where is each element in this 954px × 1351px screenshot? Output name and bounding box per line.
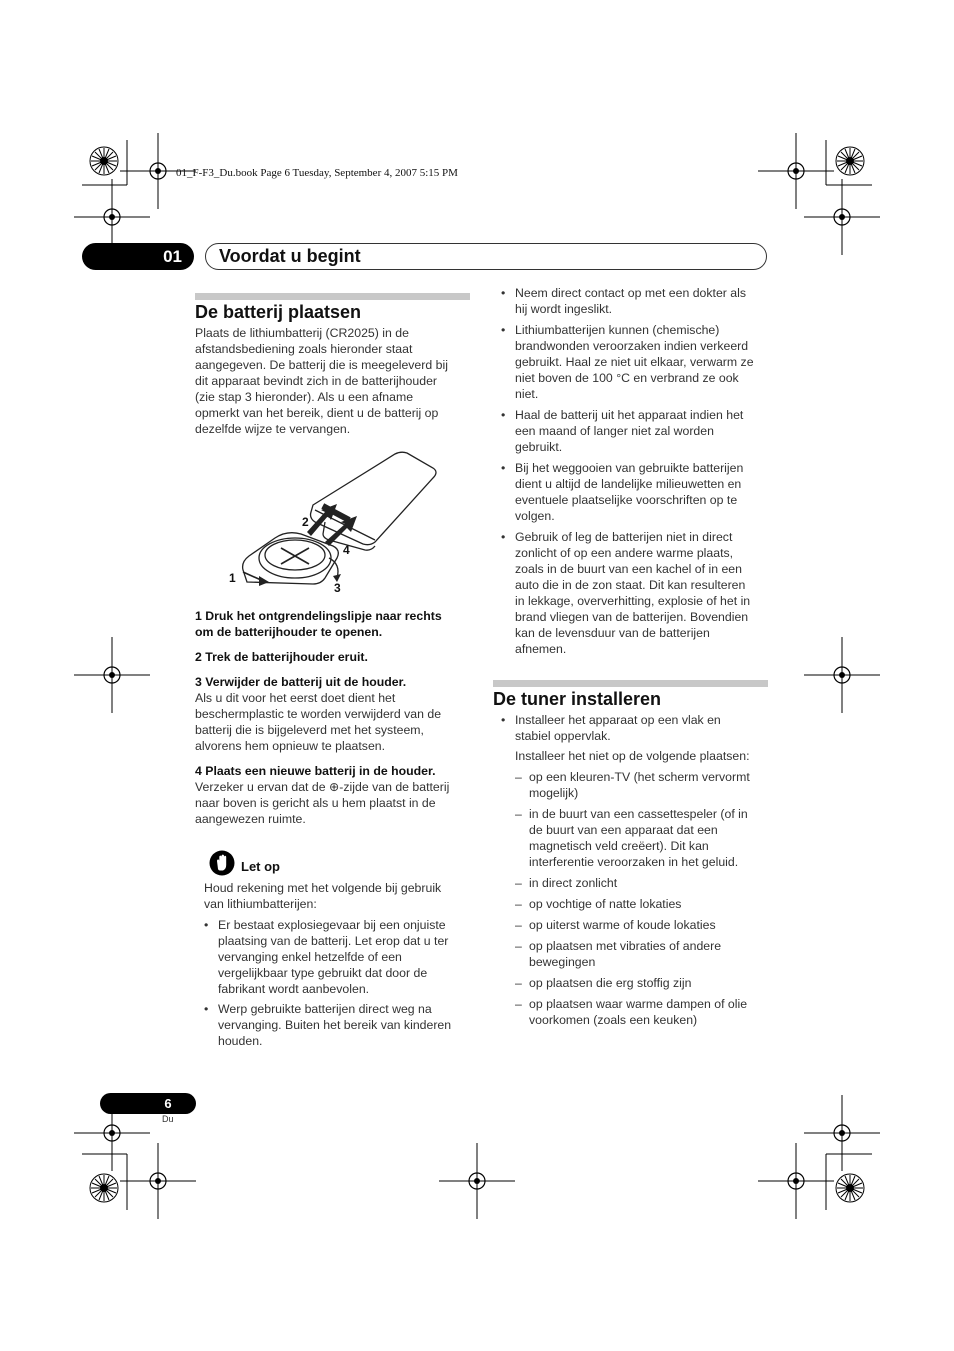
caution-title: Let op [241, 859, 280, 874]
text-line: op een kleuren-TV (het scherm vervormt [529, 770, 750, 784]
tuner-section-bar [493, 680, 768, 687]
caution-list [197, 917, 482, 1049]
step-3-body [195, 690, 480, 754]
text-line: eventuele plaatselijke voorschriften op te [515, 493, 738, 507]
text-line: houden. [218, 1034, 263, 1048]
text-line: op plaatsen die erg stoffig zijn [529, 976, 692, 990]
list-item [494, 896, 779, 912]
bullet-glyph: • [501, 461, 506, 475]
text-line: Als u dit voor het eerst doet dient het [195, 691, 396, 705]
chapter-number: 01 [163, 246, 182, 266]
text-line: in lekkage, oververhitting, explosie of het in [515, 594, 751, 608]
tuner-not-here: Installeer het niet op de volgende plaatsen: [515, 749, 750, 763]
text-line: volgen. [515, 509, 555, 523]
list-item [494, 529, 779, 657]
coin-battery [259, 538, 331, 578]
bullet-glyph: • [501, 286, 506, 300]
text-line: (zie stap 3 hieronder). Als u een afname [195, 390, 414, 404]
text-line: Verzeker u ervan dat de ⊕-zijde van de batterij [195, 780, 450, 794]
dash-glyph: – [515, 918, 522, 932]
page-number-badge [100, 1093, 196, 1114]
step-4 [195, 763, 480, 827]
text-line: Er bestaat explosiegevaar bij een onjuiste [218, 918, 446, 932]
text-line: zonlicht of op een andere warme plaats, [515, 546, 734, 560]
text-line: aangewezen ruimte. [195, 812, 306, 826]
text-line: van lithiumbatterijen: [204, 897, 317, 911]
list-item [494, 875, 779, 891]
text-line: beschermplastic te worden verwijderd van de [195, 707, 442, 721]
tuner-locations-list [494, 769, 779, 1028]
dash-glyph: – [515, 876, 522, 890]
text-line: in de buurt van een cassettespeler (of in [529, 807, 748, 821]
chapter-title-box [205, 243, 767, 270]
text-line: naar boven is gericht als u hem plaatst in de [195, 796, 436, 810]
text-line: dezelfde wijze te vervangen. [195, 422, 351, 436]
text-line: magnetisch veld creëert). Dit kan [529, 839, 709, 853]
list-item [494, 996, 779, 1028]
text-line: op plaatsen waar warme dampen of olie [529, 997, 748, 1011]
dash-glyph: – [515, 770, 522, 784]
list-item [494, 285, 779, 317]
text-line: interferentie veroorzaken in het geluid. [529, 855, 739, 869]
text-line: de buurt van een apparaat dat een [529, 823, 718, 837]
text-line: gebruikt. Haal ze niet uit elkaar, verwarm ze [515, 355, 754, 369]
tuner-heading: De tuner installeren [493, 689, 662, 709]
text-line: Gebruik of leg de batterijen niet in direct [515, 530, 733, 544]
language-code: Du [162, 1114, 174, 1124]
text-line: auto die in de zon staat. Dit kan resulteren [515, 578, 746, 592]
figure-label-2: 2 [302, 515, 309, 529]
text-line: gebruikt. [515, 440, 563, 454]
text-line: brand vliegen van de batterijen. Bovendien [515, 610, 749, 624]
text-line: vervanging. Buiten het bereik van kinderen [218, 1018, 452, 1032]
text-line: 1 Druk het ontgrendelingslipje naar rechts [195, 609, 442, 623]
battery-section-bar [195, 293, 470, 300]
battery-intro [195, 325, 475, 437]
text-line: plaatsing van de batterij. Let erop dat u ter [218, 934, 449, 948]
dash-glyph: – [515, 897, 522, 911]
figure-label-1: 1 [229, 571, 236, 585]
text-line: batterij die is bijgeleverd met het systeem, [195, 723, 424, 737]
caution-intro [204, 880, 479, 912]
text-line: alvorens hem opnieuw te plaatsen. [195, 739, 386, 753]
text-line: Bij het weggooien van gebruikte batterijen [515, 461, 744, 475]
text-line: een maand of langer niet zal worden [515, 424, 714, 438]
text-line: vergelijkbaar type gebruikt dat door de [218, 966, 428, 980]
text-line: op plaatsen met vibraties of andere [529, 939, 722, 953]
dash-glyph: – [515, 939, 522, 953]
text-line: Neem direct contact op met een dokter als [515, 286, 747, 300]
text-line: kan de levensduur van de batterijen [515, 626, 710, 640]
list-item [197, 917, 482, 997]
list-item [494, 975, 779, 991]
text-line: Lithiumbatterijen kunnen (chemische) [515, 323, 720, 337]
caution-hand-icon [209, 850, 235, 876]
page-number: 6 [164, 1096, 172, 1111]
remote-body [311, 452, 437, 544]
text-line: Werp gebruikte batterijen direct weg na [218, 1002, 432, 1016]
bullet-glyph: • [501, 530, 506, 544]
figure-label-3: 3 [334, 581, 341, 595]
text-line: fabrikant wordt aanbevolen. [218, 982, 370, 996]
text-line: om de batterijhouder te openen. [195, 625, 383, 639]
list-item [494, 769, 779, 801]
step-1-heading [195, 608, 480, 640]
list-item [494, 806, 779, 870]
step-3-heading: 3 Verwijder de batterij uit de houder. [195, 675, 407, 689]
dash-glyph: – [515, 997, 522, 1011]
text-line: brandwonden veroorzaken indien verkeerd [515, 339, 749, 353]
text-line: niet boven de 100 °C en verbrand ze ook [515, 371, 739, 385]
text-line: voorkomen (zoals een keuken) [529, 1013, 698, 1027]
battery-illustration [225, 450, 445, 600]
chapter-title: Voordat u begint [219, 246, 361, 266]
text-line: mogelijk) [529, 786, 579, 800]
list-item [494, 938, 779, 970]
battery-heading: De batterij plaatsen [195, 302, 362, 322]
text-line: stabiel oppervlak. [515, 729, 611, 743]
text-line: vervanging enkel hetzelfde of een [218, 950, 402, 964]
chapter-number-badge [82, 243, 194, 270]
list-item [494, 460, 779, 524]
text-line: op vochtige of natte lokaties [529, 897, 682, 911]
text-line: aangegeven. De batterij die is meegeleverd bij [195, 358, 448, 372]
text-line: niet. [515, 387, 539, 401]
bullet-glyph: • [204, 918, 209, 932]
safety-list [494, 285, 779, 657]
dash-glyph: – [515, 807, 522, 821]
text-line: bewegingen [529, 955, 596, 969]
text-line: op uiterst warme of koude lokaties [529, 918, 716, 932]
text-line: Haal de batterij uit het apparaat indien het [515, 408, 744, 422]
bullet-glyph: • [501, 408, 506, 422]
list-item [197, 1001, 482, 1049]
text-line: Houd rekening met het volgende bij gebruik [204, 881, 442, 895]
list-item [494, 712, 779, 744]
tuner-list [494, 712, 779, 744]
step-4-heading: 4 Plaats een nieuwe batterij in de houder. [195, 764, 436, 778]
text-line: Installeer het apparaat op een vlak en [515, 713, 721, 727]
text-line: dit apparaat bevindt zich in de batterijhouder [195, 374, 437, 388]
list-item [494, 407, 779, 455]
text-line: hij wordt ingeslikt. [515, 302, 613, 316]
text-line: zoals in de buurt van een kachel of in een [515, 562, 742, 576]
step-3 [195, 674, 480, 754]
figure-label-4: 4 [343, 543, 350, 557]
dash-glyph: – [515, 976, 522, 990]
text-line: opmerkt van het bereik, dient u de batterij op [195, 406, 439, 420]
text-line: in direct zonlicht [529, 876, 618, 890]
step-4-body [195, 779, 480, 827]
bullet-glyph: • [501, 713, 506, 727]
print-info: 01_F-F3_Du.book Page 6 Tuesday, September 4, 2007 5:15 PM [176, 167, 458, 179]
text-line: afstandsbediening zoals hieronder staat [195, 342, 413, 356]
list-item [494, 322, 779, 402]
bullet-glyph: • [204, 1002, 209, 1016]
text-line: Plaats de lithiumbatterij (CR2025) in de [195, 326, 409, 340]
text-line: 2 Trek de batterijhouder eruit. [195, 650, 368, 664]
step-2-heading [195, 649, 480, 665]
text-line: dient u altijd de landelijke milieuwetten en [515, 477, 742, 491]
bullet-glyph: • [501, 323, 506, 337]
list-item [494, 917, 779, 933]
text-line: afnemen. [515, 642, 567, 656]
